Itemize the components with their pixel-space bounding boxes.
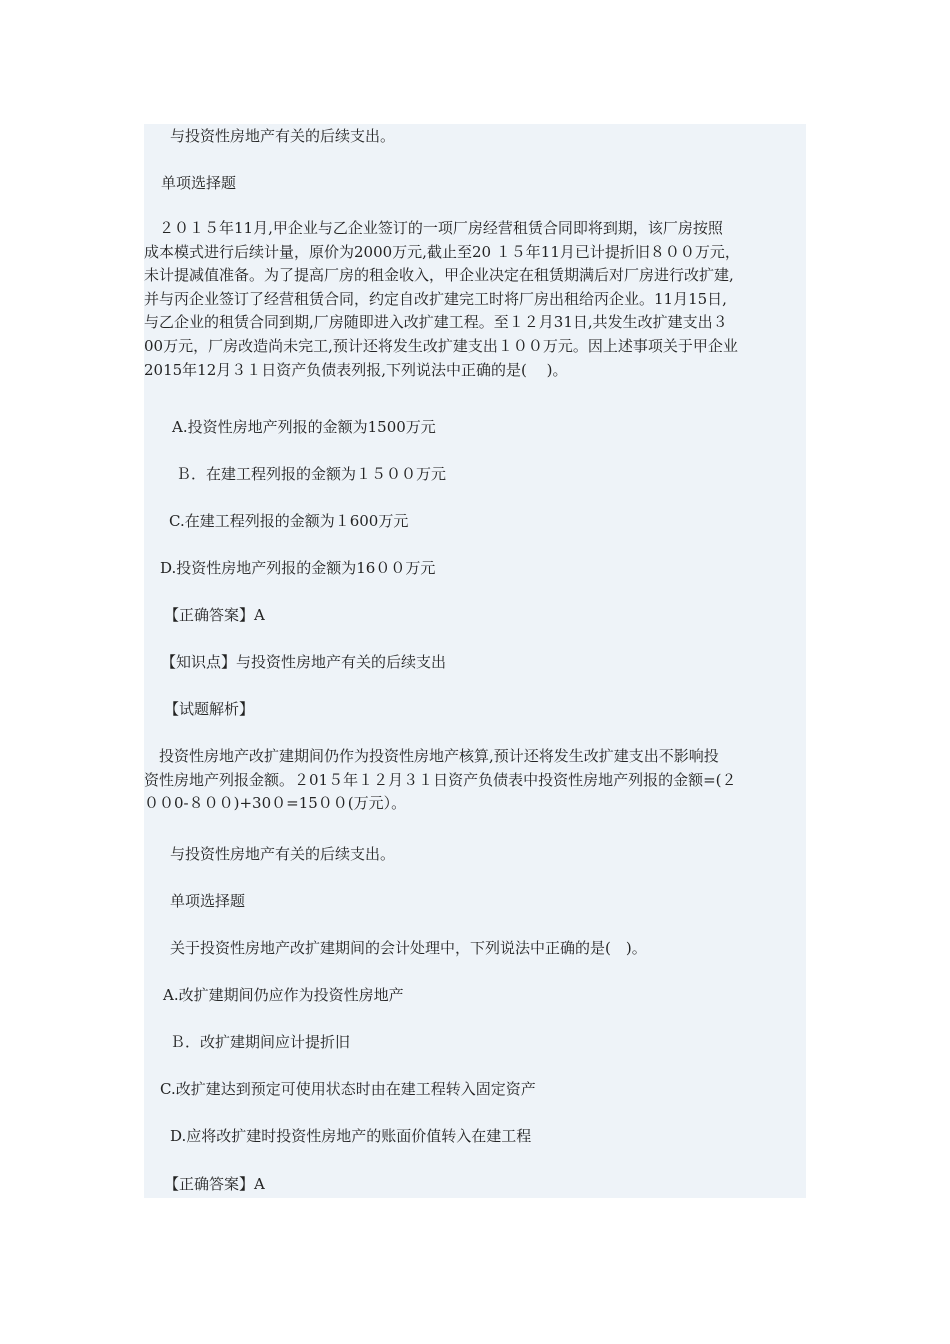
q1-option-d: D.投资性房地产列报的金额为16００万元 [160,559,436,577]
q2-stem: 关于投资性房地产改扩建期间的会计处理中，下列说法中正确的是( )。 [170,939,647,957]
q1-knowledge-point: 【知识点】与投资性房地产有关的后续支出 [161,653,447,671]
q1-stem-line: ２０１５年11月,甲企业与乙企业签订的一项厂房经营租赁合同即将到期，该厂房按照 [144,219,723,237]
q1-stem-line: 2015年12月３１日资产负债表列报,下列说法中正确的是( )。 [144,360,568,379]
q2-option-c: C.改扩建达到预定可使用状态时由在建工程转入固定资产 [160,1080,536,1098]
q2-answer: 【正确答案】A [164,1175,265,1193]
q2-option-b: Ｂ．改扩建期间应计提折旧 [170,1033,351,1051]
q1-stem [144,217,806,382]
q2-option-a: A.改扩建期间仍应作为投资性房地产 [163,986,404,1004]
q1-stem-line: 与乙企业的租赁合同到期,厂房随即进入改扩建工程。至１２月31日,共发生改扩建支出３ [144,313,728,332]
q1-stem-line: 并与丙企业签订了经营租赁合同，约定自改扩建完工时将厂房出租给丙企业。11月15日, [144,289,727,308]
q1-analysis-line: ００0-８００)+30０=15００(万元）。 [144,794,407,813]
q1-option-b: Ｂ．在建工程列报的金额为１５００万元 [176,465,447,483]
q1-stem-line: 00万元，厂房改造尚未完工,预计还将发生改扩建支出１００万元。因上述事项关于甲企业 [144,336,738,355]
q1-analysis [144,745,806,816]
q2-option-d: D.应将改扩建时投资性房地产的账面价值转入在建工程 [170,1127,532,1145]
q1-analysis-line: 投资性房地产改扩建期间仍作为投资性房地产核算,预计还将发生改扩建支出不影响投 [144,747,719,765]
q1-analysis-line: 资性房地产列报金额。２01５年１２月３１日资产负债表中投资性房地产列报的金额=(２ [144,770,737,789]
q1-option-a: A.投资性房地产列报的金额为1500万元 [172,418,436,436]
q1-stem-line: 成本模式进行后续计量，原价为2000万元,截止至20 １５年11月已计提折旧８００万元， [144,242,740,261]
q2-type: 单项选择题 [170,892,246,910]
q1-answer: 【正确答案】A [164,606,265,624]
q1-type: 单项选择题 [161,174,237,192]
q1-option-c: C.在建工程列报的金额为１600万元 [169,512,409,530]
q2-topic: 与投资性房地产有关的后续支出。 [170,845,396,863]
q1-topic: 与投资性房地产有关的后续支出。 [170,127,396,145]
q1-stem-line: 未计提减值准备。为了提高厂房的租金收入，甲企业决定在租赁期满后对厂房进行改扩建, [144,266,734,285]
q1-analysis-heading: 【试题解析】 [164,700,255,718]
